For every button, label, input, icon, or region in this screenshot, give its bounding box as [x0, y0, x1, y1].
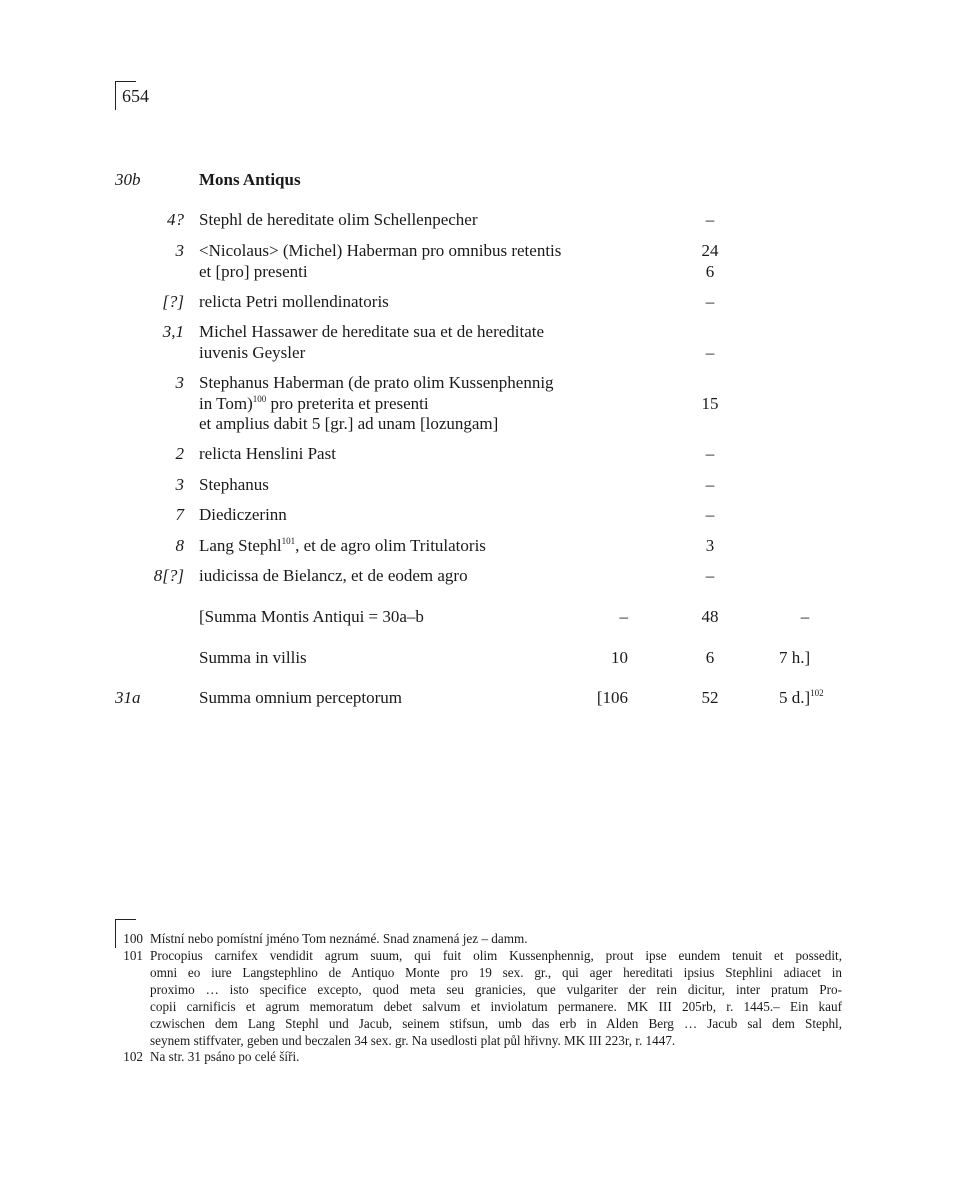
section-label: 31a: [115, 688, 141, 707]
sum-label: [Summa Montis Antiqui = 30a–b: [199, 607, 424, 626]
sum-label: Summa in villis: [199, 648, 307, 667]
sum-value-3-text: 5 d.]: [779, 688, 811, 707]
footnote-ref[interactable]: 102: [810, 688, 824, 698]
entry-value-line: 24: [701, 241, 719, 260]
page-number: 654: [122, 86, 149, 106]
entry-number: 3: [175, 241, 184, 260]
footnote-line: czwischen dem Lang Stephl und Jacub, seinem stifsun, umb das erb in Alden Berg … Jacub sal dem Stephl,: [150, 1016, 842, 1031]
entry-value: [680, 536, 740, 557]
entry-line: relicta Henslini Past: [199, 444, 336, 463]
sum-value-1: –: [619, 607, 628, 626]
entry-line-part: in Tom): [199, 393, 253, 413]
entry-value: [680, 444, 740, 465]
entry-value-line: –: [705, 566, 715, 585]
entry-text: [199, 566, 649, 587]
entry-value-line: [680, 373, 740, 394]
entry-text: [199, 292, 649, 313]
entry-value: [680, 292, 740, 313]
footnote-number: 102: [123, 1049, 143, 1064]
entry-text: [199, 373, 649, 435]
entry-value-line: [680, 414, 740, 435]
entry-line: relicta Petri mollendinatoris: [199, 292, 389, 311]
entry-text: [199, 536, 649, 557]
entry-value-line: 6: [705, 261, 715, 281]
footnote-line: seynem stiffvater, geben und beczalen 34 sex. gr. Na usedlosti plat půl hřivny. MK III 223r, r. 1447.: [150, 1033, 676, 1048]
entry-line-part: , et de agro olim Tritulatoris: [295, 536, 486, 555]
footnote-text: [150, 947, 842, 1049]
entry-line: Diediczerinn: [199, 505, 287, 524]
entry-value-line: 15: [701, 393, 719, 413]
footnote-line: proximo … isto specifice excepto, quod meta seu granicies, que vulgariter der rein dicitur, inter pratum Pro-: [150, 982, 842, 997]
sum-value-3: 7 h.]: [779, 648, 811, 667]
footnote-text: [150, 1048, 842, 1065]
entry-text: [199, 444, 649, 465]
entry-value-line: –: [705, 444, 715, 463]
entry-value: [680, 475, 740, 496]
sum-value-1: [106: [596, 688, 628, 707]
footnote-number: 100: [123, 931, 143, 946]
entry-value-line: –: [705, 475, 715, 494]
entry-line: [199, 536, 649, 557]
entry-line: et amplius dabit 5 [gr.] ad unam [lozungam]: [199, 414, 499, 433]
footnote-line: Místní nebo pomístní jméno Tom neznámé. Snad znamená jez – damm.: [150, 931, 528, 946]
footnote-ref[interactable]: 101: [281, 536, 296, 546]
sum-value-3: –: [800, 607, 810, 626]
footnote-number: 101: [123, 948, 143, 963]
sum-value-2: 6: [705, 648, 715, 667]
entry-number: 4?: [167, 210, 184, 229]
entry-value: [680, 322, 740, 363]
entry-value-line: –: [705, 505, 715, 524]
entry-text: [199, 475, 649, 496]
entry-number: 8: [175, 536, 184, 555]
entry-line: <Nicolaus> (Michel) Haberman pro omnibus retentis: [199, 241, 562, 260]
sum-value-2: 48: [701, 607, 719, 626]
section-label: 30b: [115, 170, 141, 189]
entry-line: et [pro] presenti: [199, 261, 308, 281]
entry-line-part: Lang Stephl: [199, 536, 282, 555]
footnote-line: omni eo iure Langstephlino de Antiquo Monte pro 19 sex. gr., qui ager hereditati ipsius Stephlini adiacet in: [150, 965, 842, 980]
entry-text: [199, 322, 649, 363]
entry-number: 3,1: [162, 322, 184, 341]
entry-value: [680, 210, 740, 231]
entry-value: [680, 566, 740, 587]
entry-number: 3: [175, 373, 184, 392]
section-title: Mons Antiqus: [199, 170, 301, 189]
entry-number: 2: [175, 444, 184, 463]
sum-value-2: 52: [701, 688, 719, 707]
entry-value-line: –: [705, 342, 715, 362]
entry-number: 7: [175, 505, 184, 524]
entry-line-part: pro preterita et presenti: [266, 393, 429, 413]
entry-text: [199, 241, 649, 282]
entry-value-line: –: [705, 210, 715, 229]
entry-line: Michel Hassawer de hereditate sua et de hereditate: [199, 322, 545, 341]
footnote-ref[interactable]: 100: [252, 393, 267, 404]
entry-line: Stephanus Haberman (de prato olim Kussenphennig: [199, 373, 554, 392]
entry-line: iudicissa de Bielancz, et de eodem agro: [199, 566, 468, 585]
entry-value-line: 3: [705, 536, 715, 555]
footnote-line: Na str. 31 psáno po celé šíři.: [150, 1049, 300, 1064]
sum-value-3: [779, 688, 824, 709]
entry-line: [199, 394, 649, 415]
entry-value: [680, 505, 740, 526]
entry-line: iuvenis Geysler: [199, 342, 306, 362]
entry-value: [680, 241, 740, 282]
entry-text: [199, 505, 649, 526]
entry-value-line: –: [705, 292, 715, 311]
entry-line: Stephl de hereditate olim Schellenpecher: [199, 210, 478, 229]
sum-value-1: 10: [611, 648, 628, 667]
entry-number: 8[?]: [153, 566, 184, 585]
entry-value-line: [680, 322, 740, 343]
entry-line: Stephanus: [199, 475, 269, 494]
entry-value: [680, 373, 740, 435]
footnote-line: copii carnificis et agrum memoratum debet salvum et inviolatum permanere. MK III 205rb, r. 1445.– Ein kauf: [150, 999, 842, 1014]
footnote-line: Procopius carnifex vendidit agrum suum, qui fuit olim Kussenphennig, prout ipse eundem tenuit et possedit,: [150, 948, 842, 963]
footnote-text: [150, 930, 842, 947]
entry-number: [?]: [162, 292, 184, 311]
sum-label: Summa omnium perceptorum: [199, 688, 403, 707]
entry-text: [199, 210, 649, 231]
entry-number: 3: [175, 475, 184, 494]
